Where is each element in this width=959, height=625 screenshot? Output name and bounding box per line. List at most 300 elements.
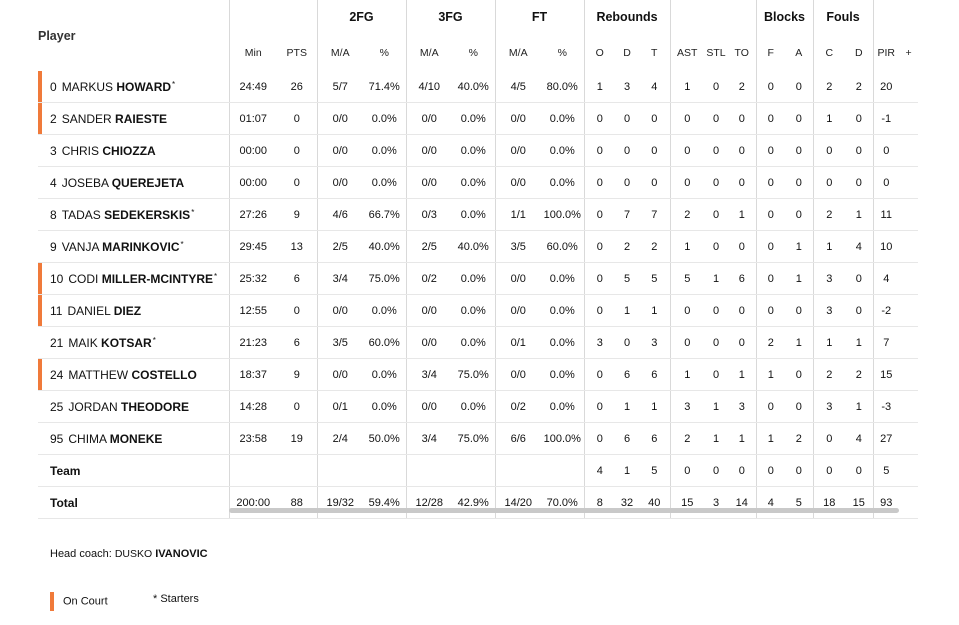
stat-stl: 1 xyxy=(704,423,728,455)
stat-reb-d: 1 xyxy=(615,295,639,327)
stat-ft-ma: 0/0 xyxy=(495,295,541,327)
column-header-ft-ma: M/A xyxy=(495,34,541,71)
stat-pir: 20 xyxy=(873,71,899,103)
stat-to: 0 xyxy=(728,295,756,327)
stat-ft-ma: 0/0 xyxy=(495,359,541,391)
player-number: 2 xyxy=(50,111,57,126)
stat-ft-ma: 0/2 xyxy=(495,391,541,423)
head-coach-label: Head coach: xyxy=(50,548,112,560)
head-coach-last-name: IVANOVIC xyxy=(155,548,208,560)
stat-min: 21:23 xyxy=(229,327,277,359)
player-number: 25 xyxy=(50,399,64,414)
player-number: 95 xyxy=(50,431,64,446)
player-name-cell[interactable] xyxy=(38,167,229,199)
stat-blk-f: 0 xyxy=(756,263,785,295)
stat-blk-f: 2 xyxy=(756,327,785,359)
stat-fg2-pct: 40.0% xyxy=(363,231,406,263)
stat-blk-f: 0 xyxy=(756,455,785,487)
player-last-name: MARINKOVIC xyxy=(102,239,180,254)
stat-fg2-ma: 3/5 xyxy=(317,327,363,359)
stat-min: 14:28 xyxy=(229,391,277,423)
player-first-name: MARKUS xyxy=(61,79,114,94)
stat-reb-o: 1 xyxy=(584,71,615,103)
stat-stl: 3 xyxy=(704,487,728,519)
player-last-name: QUEREJETA xyxy=(111,175,185,190)
stat-pir: -3 xyxy=(873,391,899,423)
player-name-cell[interactable] xyxy=(38,135,229,167)
player-number: 11 xyxy=(50,303,63,318)
stat-pir: 11 xyxy=(873,199,899,231)
player-row[interactable] xyxy=(38,231,918,263)
stat-min: 29:45 xyxy=(229,231,277,263)
total-row xyxy=(38,487,918,519)
stat-pir: 93 xyxy=(873,487,899,519)
blank-group-header xyxy=(229,0,317,34)
stat-fg3-ma: 0/3 xyxy=(406,199,452,231)
stat-to: 1 xyxy=(728,359,756,391)
player-name-cell[interactable] xyxy=(38,423,229,455)
player-name-cell[interactable] xyxy=(38,263,229,295)
stat-fg3-pct: 40.0% xyxy=(452,71,495,103)
player-first-name: SANDER xyxy=(61,111,112,126)
stat-pts xyxy=(277,455,317,487)
stat-ft-pct: 0.0% xyxy=(541,295,584,327)
stat-reb-o: 0 xyxy=(584,199,615,231)
stat-plus xyxy=(899,423,918,455)
stat-foul-d: 0 xyxy=(845,135,873,167)
stat-stl: 0 xyxy=(704,359,728,391)
column-header-fg3-pct: % xyxy=(468,47,478,59)
on-court-marker-icon xyxy=(38,103,42,134)
stat-foul-d: 1 xyxy=(845,327,873,359)
column-header-fg3-ma: M/A xyxy=(406,34,452,71)
stat-fg3-pct: 0.0% xyxy=(452,391,495,423)
stat-pts: 6 xyxy=(277,327,317,359)
stat-ast: 3 xyxy=(670,391,704,423)
stat-blk-f: 0 xyxy=(756,199,785,231)
player-row[interactable] xyxy=(38,359,918,391)
player-number: 24 xyxy=(50,367,64,382)
stat-plus xyxy=(899,327,918,359)
player-first-name: MAIK xyxy=(68,335,98,350)
stat-ast: 0 xyxy=(670,103,704,135)
stat-blk-a: 0 xyxy=(785,167,813,199)
stat-foul-d: 0 xyxy=(845,167,873,199)
stat-stl: 0 xyxy=(704,231,728,263)
column-header-to: TO xyxy=(734,47,749,59)
stat-fg3-ma: 0/0 xyxy=(406,295,452,327)
stat-foul-c: 2 xyxy=(813,199,845,231)
stat-plus xyxy=(899,391,918,423)
stat-foul-d: 1 xyxy=(845,391,873,423)
stat-reb-o: 0 xyxy=(584,263,615,295)
horizontal-scrollbar[interactable] xyxy=(229,508,899,513)
box-score-table xyxy=(38,0,918,519)
stat-stl: 0 xyxy=(704,295,728,327)
stat-reb-t: 0 xyxy=(639,167,670,199)
stat-reb-d: 1 xyxy=(615,391,639,423)
stat-stl: 0 xyxy=(704,327,728,359)
stat-ft-pct: 0.0% xyxy=(541,103,584,135)
on-court-marker-icon xyxy=(38,263,42,294)
starter-marker: * xyxy=(172,79,176,89)
player-number: 0 xyxy=(50,79,57,94)
stat-fg3-ma: 0/2 xyxy=(406,263,452,295)
stat-fg2-pct: 66.7% xyxy=(363,199,406,231)
stat-fg2-pct: 50.0% xyxy=(363,423,406,455)
stat-reb-t: 7 xyxy=(639,199,670,231)
column-header-foul-c: C xyxy=(813,34,845,71)
stat-foul-c: 18 xyxy=(813,487,845,519)
stat-to: 6 xyxy=(728,263,756,295)
stat-reb-d: 3 xyxy=(615,71,639,103)
fouls-group-header: Fouls xyxy=(813,0,873,34)
player-name-cell[interactable] xyxy=(38,199,229,231)
stat-plus xyxy=(899,487,918,519)
stat-reb-o: 0 xyxy=(584,231,615,263)
stat-fg2-pct xyxy=(363,455,406,487)
stat-fg2-pct: 0.0% xyxy=(363,391,406,423)
stat-ft-ma: 14/20 xyxy=(495,487,541,519)
stat-reb-o: 0 xyxy=(584,167,615,199)
on-court-marker-icon xyxy=(50,592,54,611)
player-row[interactable] xyxy=(38,391,918,423)
stat-pir: -2 xyxy=(873,295,899,327)
stat-fg2-ma xyxy=(317,455,363,487)
column-header-fg2-ma: M/A xyxy=(317,34,363,71)
stat-reb-d: 5 xyxy=(615,263,639,295)
stat-to: 14 xyxy=(728,487,756,519)
stat-blk-f: 1 xyxy=(756,423,785,455)
stat-foul-c: 3 xyxy=(813,263,845,295)
player-last-name: DIEZ xyxy=(113,303,142,318)
stat-reb-o: 0 xyxy=(584,103,615,135)
stat-foul-c: 0 xyxy=(813,167,845,199)
stat-stl: 0 xyxy=(704,167,728,199)
stat-fg3-pct xyxy=(452,455,495,487)
stat-plus xyxy=(899,231,918,263)
column-header-blk-f: F xyxy=(756,34,785,71)
head-coach-first-name: DUSKO xyxy=(114,548,153,560)
stat-foul-d: 0 xyxy=(845,103,873,135)
stat-pir: 7 xyxy=(873,327,899,359)
stat-stl: 1 xyxy=(704,263,728,295)
column-header-min: Min xyxy=(229,34,277,71)
stat-to: 2 xyxy=(728,71,756,103)
stat-ft-pct xyxy=(541,455,584,487)
player-number: 4 xyxy=(50,175,57,190)
stat-ft-pct: 100.0% xyxy=(541,423,584,455)
player-first-name: DANIEL xyxy=(67,303,111,318)
stat-ft-ma: 0/0 xyxy=(495,135,541,167)
player-last-name: COSTELLO xyxy=(131,367,197,382)
stat-reb-o: 0 xyxy=(584,423,615,455)
stat-to: 0 xyxy=(728,455,756,487)
player-row[interactable] xyxy=(38,135,918,167)
player-name-cell[interactable] xyxy=(38,359,229,391)
stat-blk-a: 0 xyxy=(785,199,813,231)
misc-group-header xyxy=(670,0,756,34)
stat-foul-d: 0 xyxy=(845,455,873,487)
stat-fg2-ma: 2/4 xyxy=(317,423,363,455)
stat-pts: 0 xyxy=(277,135,317,167)
stat-ft-pct: 60.0% xyxy=(541,231,584,263)
player-last-name: MILLER-MCINTYRE xyxy=(101,271,214,286)
stat-min: 18:37 xyxy=(229,359,277,391)
stat-plus xyxy=(899,455,918,487)
player-name-cell[interactable] xyxy=(38,295,229,327)
legend-on-court xyxy=(50,592,108,611)
stat-foul-d: 0 xyxy=(845,263,873,295)
stat-reb-d: 6 xyxy=(615,359,639,391)
stat-fg3-pct: 42.9% xyxy=(452,487,495,519)
player-first-name: CHIMA xyxy=(68,431,107,446)
stat-ft-ma xyxy=(495,455,541,487)
stat-fg3-pct: 0.0% xyxy=(452,263,495,295)
stat-fg3-ma: 0/0 xyxy=(406,167,452,199)
stat-reb-t: 1 xyxy=(639,391,670,423)
player-name-cell[interactable] xyxy=(38,391,229,423)
stat-min xyxy=(229,455,277,487)
stat-reb-d: 0 xyxy=(615,167,639,199)
stat-stl: 0 xyxy=(704,135,728,167)
stat-reb-d: 2 xyxy=(615,231,639,263)
stat-pir: 0 xyxy=(873,167,899,199)
stat-pts: 0 xyxy=(277,295,317,327)
stat-foul-c: 2 xyxy=(813,71,845,103)
stat-fg2-pct: 59.4% xyxy=(363,487,406,519)
stat-fg2-pct: 0.0% xyxy=(363,295,406,327)
head-coach xyxy=(50,548,208,560)
stat-stl: 0 xyxy=(704,71,728,103)
stat-pts: 0 xyxy=(277,167,317,199)
player-row[interactable] xyxy=(38,295,918,327)
stat-foul-c: 0 xyxy=(813,455,845,487)
stat-to: 3 xyxy=(728,391,756,423)
stat-ft-ma: 0/0 xyxy=(495,167,541,199)
stat-fg2-ma: 0/0 xyxy=(317,135,363,167)
stat-fg3-pct: 0.0% xyxy=(452,135,495,167)
player-number: 3 xyxy=(50,143,57,158)
stat-stl: 1 xyxy=(704,391,728,423)
stat-fg2-ma: 0/1 xyxy=(317,391,363,423)
player-last-name: THEODORE xyxy=(121,399,190,414)
stat-reb-t: 6 xyxy=(639,423,670,455)
player-last-name: KOTSAR xyxy=(101,335,152,350)
stat-reb-o: 0 xyxy=(584,391,615,423)
stat-foul-d: 4 xyxy=(845,423,873,455)
stat-reb-o: 4 xyxy=(584,455,615,487)
stat-reb-d: 0 xyxy=(615,327,639,359)
stat-reb-d: 7 xyxy=(615,199,639,231)
stat-ast: 1 xyxy=(670,359,704,391)
stat-fg2-pct: 0.0% xyxy=(363,167,406,199)
blocks-group-header: Blocks xyxy=(756,0,813,34)
player-first-name: CODI xyxy=(68,271,99,286)
stat-fg3-ma: 0/0 xyxy=(406,135,452,167)
stat-foul-d: 2 xyxy=(845,359,873,391)
stat-pts: 26 xyxy=(277,71,317,103)
stat-pts: 88 xyxy=(277,487,317,519)
player-row[interactable] xyxy=(38,167,918,199)
on-court-marker-icon xyxy=(38,71,42,102)
legend-starters xyxy=(153,593,199,605)
stat-ast: 0 xyxy=(670,135,704,167)
column-header-reb-t: T xyxy=(651,47,658,59)
stat-fg3-pct: 0.0% xyxy=(452,199,495,231)
stat-ft-pct: 0.0% xyxy=(541,327,584,359)
player-first-name: VANJA xyxy=(61,239,99,254)
stat-foul-d: 15 xyxy=(845,487,873,519)
stat-to: 0 xyxy=(728,231,756,263)
stat-min: 01:07 xyxy=(229,103,277,135)
player-last-name: MONEKE xyxy=(109,431,163,446)
ft-group-header: FT xyxy=(495,0,584,34)
player-rows xyxy=(38,71,918,519)
stat-reb-t: 40 xyxy=(639,487,670,519)
stat-ft-pct: 100.0% xyxy=(541,199,584,231)
stat-fg3-pct: 40.0% xyxy=(452,231,495,263)
stat-to: 0 xyxy=(728,135,756,167)
player-last-name: CHIOZZA xyxy=(102,143,156,158)
stat-foul-d: 2 xyxy=(845,71,873,103)
stat-blk-f: 0 xyxy=(756,231,785,263)
stat-pts: 6 xyxy=(277,263,317,295)
player-number: 9 xyxy=(50,239,57,254)
stat-fg2-pct: 0.0% xyxy=(363,359,406,391)
stat-ast: 1 xyxy=(670,231,704,263)
player-name-cell[interactable] xyxy=(38,103,229,135)
stat-reb-t: 1 xyxy=(639,295,670,327)
stat-reb-t: 2 xyxy=(639,231,670,263)
stat-blk-a: 2 xyxy=(785,423,813,455)
stat-blk-f: 1 xyxy=(756,359,785,391)
stat-foul-c: 3 xyxy=(813,295,845,327)
stat-reb-d: 0 xyxy=(615,135,639,167)
player-last-name: RAIESTE xyxy=(115,111,168,126)
stat-fg3-ma: 0/0 xyxy=(406,103,452,135)
player-name-cell[interactable] xyxy=(38,231,229,263)
stat-plus xyxy=(899,359,918,391)
player-last-name: SEDEKERSKIS xyxy=(104,207,191,222)
stat-foul-c: 0 xyxy=(813,135,845,167)
legend-on-court-label: On Court xyxy=(63,595,108,608)
column-header-stl: STL xyxy=(706,47,726,59)
player-name-cell[interactable] xyxy=(38,327,229,359)
stat-blk-f: 0 xyxy=(756,391,785,423)
stat-blk-a: 1 xyxy=(785,231,813,263)
stat-reb-t: 0 xyxy=(639,103,670,135)
player-row[interactable] xyxy=(38,423,918,455)
stat-plus xyxy=(899,167,918,199)
stat-plus xyxy=(899,71,918,103)
stat-reb-t: 3 xyxy=(639,327,670,359)
stat-ast: 0 xyxy=(670,327,704,359)
stat-pir: 15 xyxy=(873,359,899,391)
stat-foul-c: 2 xyxy=(813,359,845,391)
stat-min: 00:00 xyxy=(229,135,277,167)
stat-pts: 0 xyxy=(277,391,317,423)
player-row[interactable] xyxy=(38,199,918,231)
stat-blk-a: 1 xyxy=(785,327,813,359)
stat-pir: 27 xyxy=(873,423,899,455)
stat-fg3-pct: 0.0% xyxy=(452,103,495,135)
stat-ast: 5 xyxy=(670,263,704,295)
stat-reb-d: 32 xyxy=(615,487,639,519)
stat-reb-t: 6 xyxy=(639,359,670,391)
player-column-header: Player xyxy=(38,28,76,43)
stat-stl: 0 xyxy=(704,455,728,487)
stat-reb-o: 0 xyxy=(584,135,615,167)
player-row[interactable] xyxy=(38,263,918,295)
stat-plus xyxy=(899,263,918,295)
on-court-marker-icon xyxy=(38,359,42,390)
stat-reb-d: 6 xyxy=(615,423,639,455)
player-row[interactable] xyxy=(38,327,918,359)
box-score xyxy=(38,0,918,519)
player-last-name: HOWARD xyxy=(116,79,172,94)
stat-ft-ma: 4/5 xyxy=(495,71,541,103)
stat-blk-a: 5 xyxy=(785,487,813,519)
stat-pts: 19 xyxy=(277,423,317,455)
stat-blk-a: 0 xyxy=(785,295,813,327)
stat-ft-pct: 80.0% xyxy=(541,71,584,103)
stat-blk-a: 0 xyxy=(785,391,813,423)
stat-stl: 0 xyxy=(704,103,728,135)
stat-fg2-ma: 0/0 xyxy=(317,167,363,199)
stat-ft-pct: 0.0% xyxy=(541,263,584,295)
player-number: 21 xyxy=(50,335,64,350)
stat-fg3-ma: 0/0 xyxy=(406,391,452,423)
column-header-fg2-pct: % xyxy=(379,47,389,59)
pir-group-header xyxy=(873,0,918,34)
column-header-plus[interactable]: + xyxy=(905,47,912,59)
stat-to: 0 xyxy=(728,167,756,199)
stat-foul-d: 1 xyxy=(845,199,873,231)
fg2-group-header: 2FG xyxy=(317,0,406,34)
player-row[interactable] xyxy=(38,103,918,135)
stat-ast: 2 xyxy=(670,199,704,231)
rebounds-group-header: Rebounds xyxy=(584,0,670,34)
stat-ast: 15 xyxy=(670,487,704,519)
stat-ft-pct: 0.0% xyxy=(541,359,584,391)
stat-fg2-pct: 0.0% xyxy=(363,103,406,135)
player-name-cell[interactable] xyxy=(38,71,229,103)
stat-foul-c: 1 xyxy=(813,327,845,359)
stat-to: 0 xyxy=(728,103,756,135)
stat-plus xyxy=(899,103,918,135)
stat-reb-o: 3 xyxy=(584,327,615,359)
player-first-name: JOSEBA xyxy=(61,175,109,190)
stat-ast: 0 xyxy=(670,455,704,487)
stat-foul-d: 4 xyxy=(845,231,873,263)
stat-fg3-pct: 75.0% xyxy=(452,359,495,391)
stat-blk-f: 0 xyxy=(756,295,785,327)
stat-blk-a: 1 xyxy=(785,263,813,295)
column-header-blk-a: A xyxy=(795,47,803,59)
stat-min: 12:55 xyxy=(229,295,277,327)
stat-ast: 0 xyxy=(670,167,704,199)
player-row[interactable] xyxy=(38,71,918,103)
stat-min: 25:32 xyxy=(229,263,277,295)
stat-ft-ma: 6/6 xyxy=(495,423,541,455)
stat-ft-pct: 0.0% xyxy=(541,391,584,423)
stat-reb-o: 8 xyxy=(584,487,615,519)
stat-plus xyxy=(899,199,918,231)
stat-foul-c: 3 xyxy=(813,391,845,423)
stat-pts: 13 xyxy=(277,231,317,263)
column-header-pts: PTS xyxy=(286,47,307,59)
